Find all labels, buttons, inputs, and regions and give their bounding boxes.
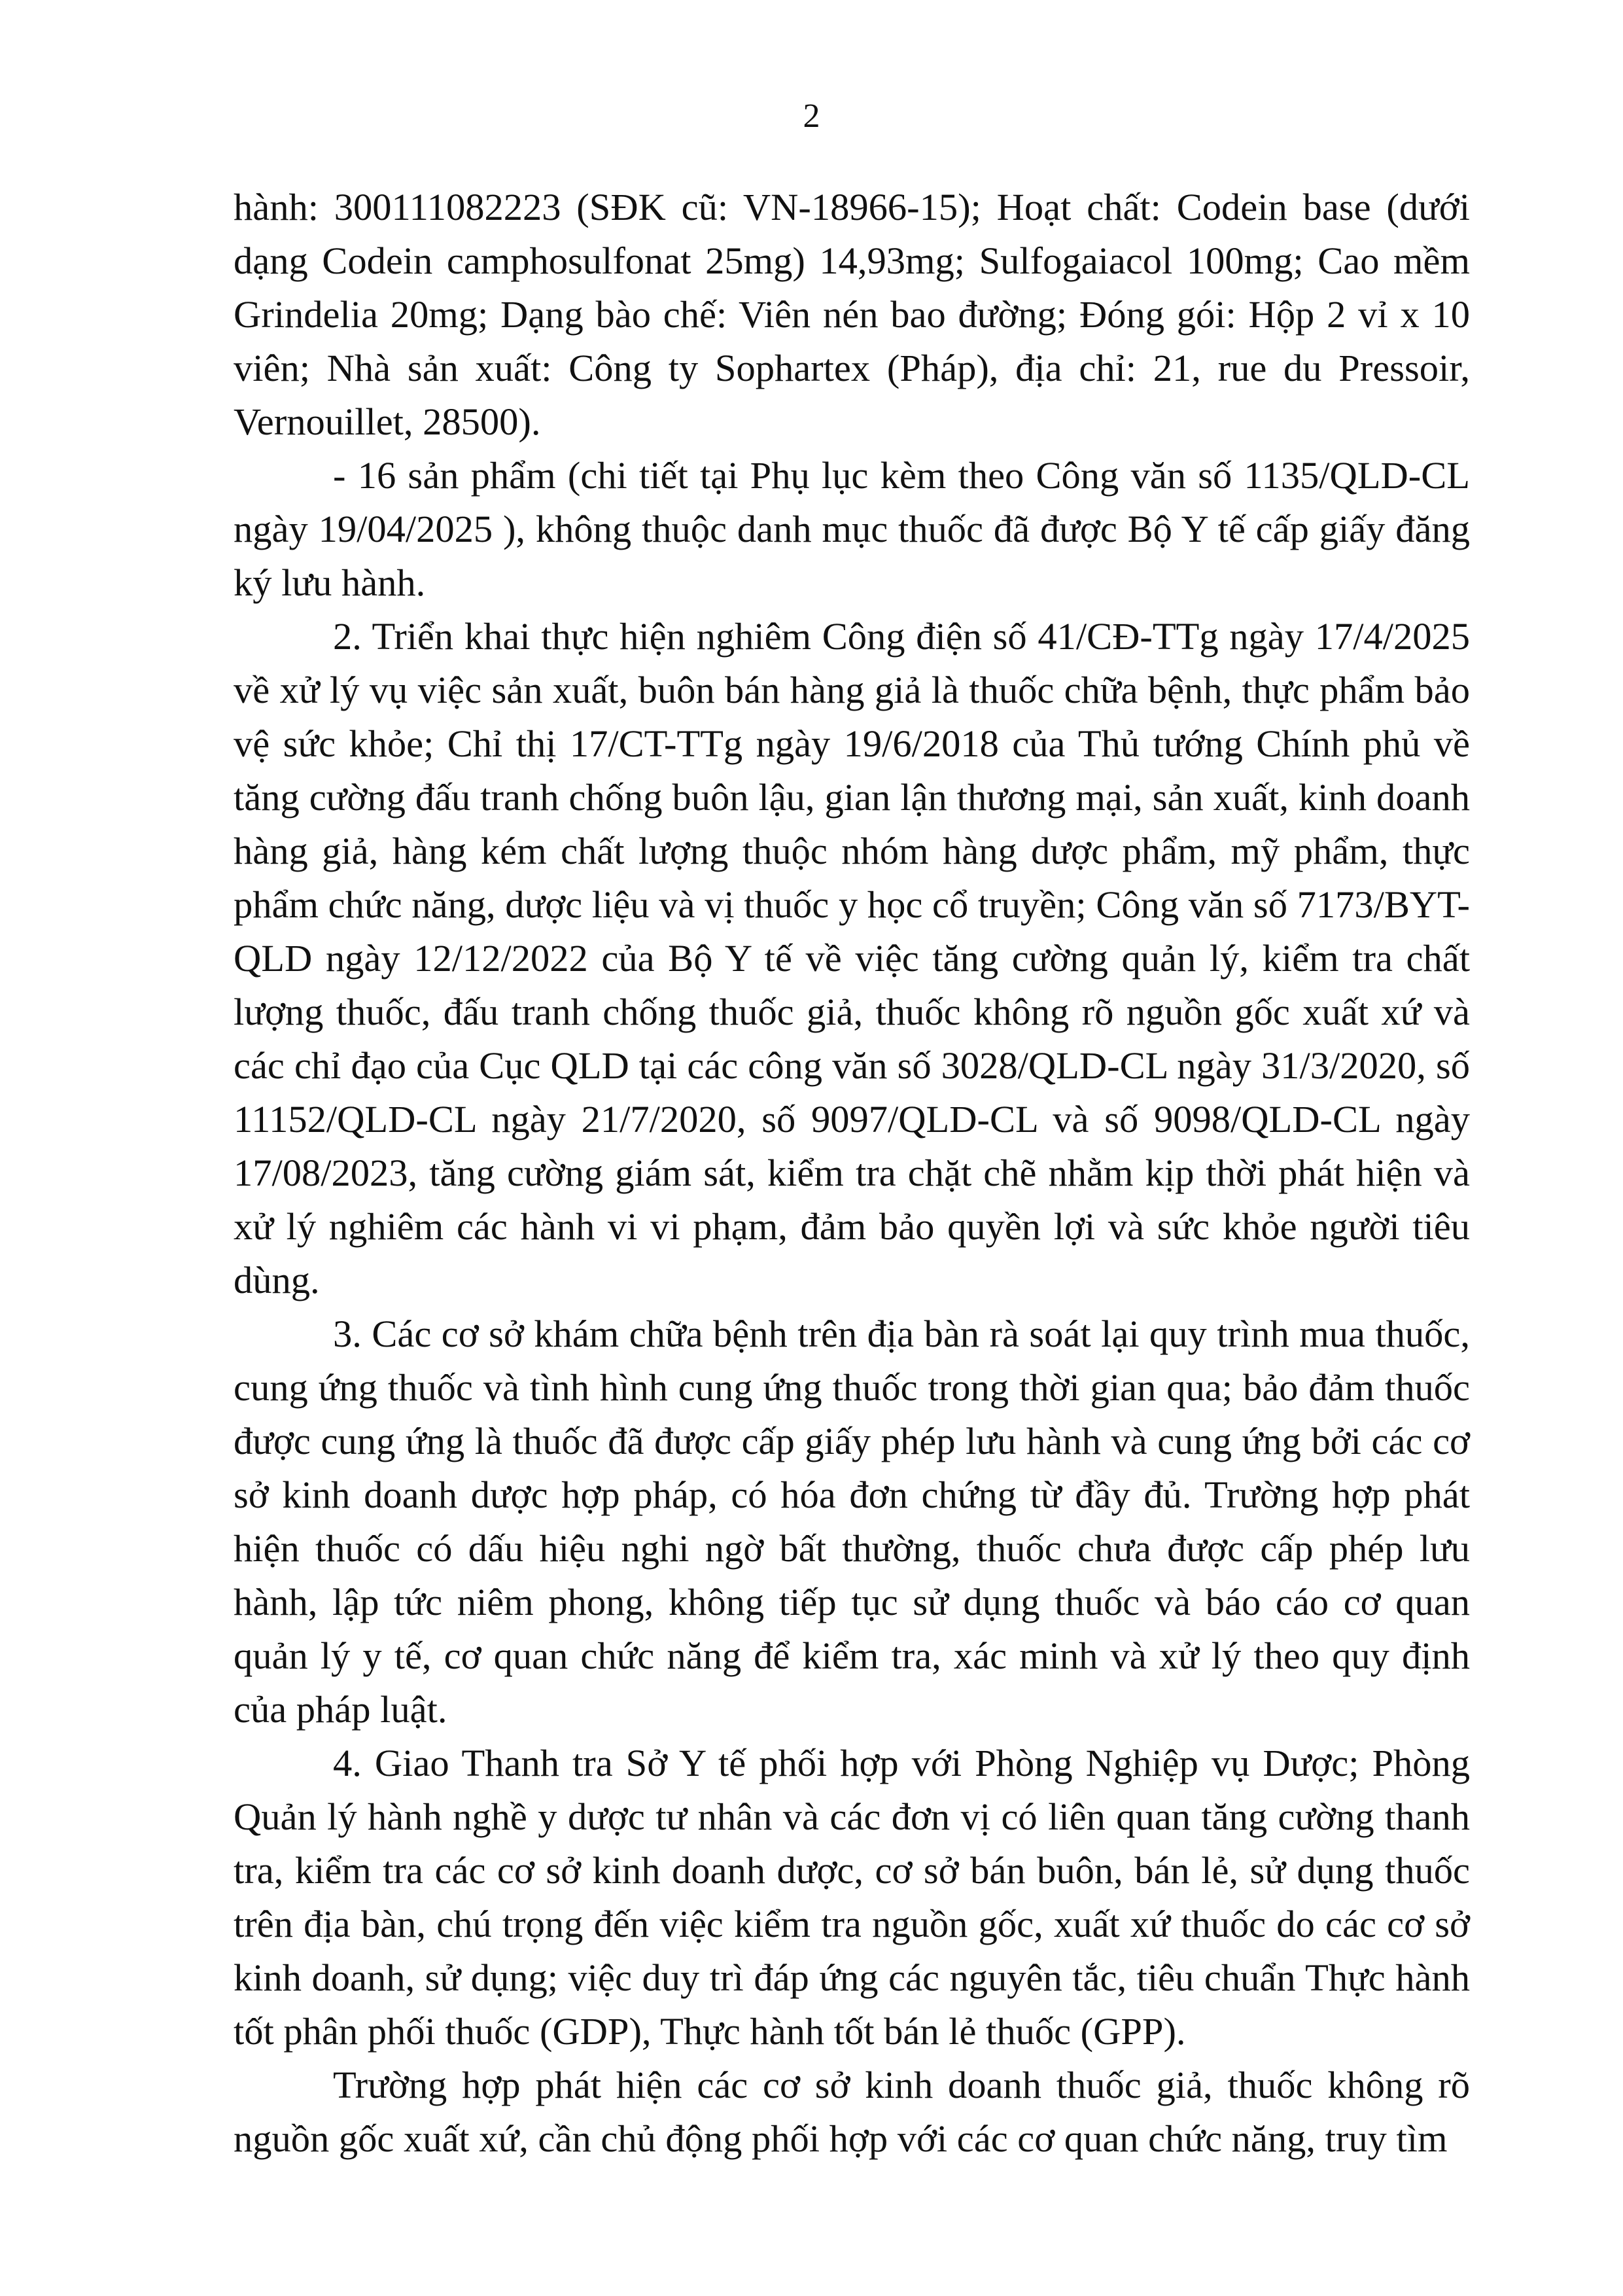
paragraph-case-handling: Trường hợp phát hiện các cơ sở kinh doanh thuốc giả, thuốc không rõ nguồn gốc xuất xứ, cần chủ động phối hợp với các cơ quan chức năng, truy tìm <box>234 2064 1470 2160</box>
page-number: 2 <box>803 97 820 135</box>
document-body <box>234 181 1470 2166</box>
paragraph-item-4: 4. Giao Thanh tra Sở Y tế phối hợp với Phòng Nghiệp vụ Dược; Phòng Quản lý hành nghề y dược tư nhân và các đơn vị có liên quan tăng cường thanh tra, kiểm tra các cơ sở kinh doanh dược, cơ sở bán buôn, bán lẻ, sử dụng thuốc trên địa bàn, chú trọng đến việc kiểm tra nguồn gốc, xuất xứ thuốc do các cơ sở kinh doanh, sử dụng; việc duy trì đáp ứng các nguyên tắc, tiêu chuẩn Thực hành tốt phân phối thuốc (GDP), Thực hành tốt bán lẻ thuốc (GPP). <box>234 1742 1470 2053</box>
paragraph-item-2: 2. Triển khai thực hiện nghiêm Công điện số 41/CĐ-TTg ngày 17/4/2025 về xử lý vụ việc sản xuất, buôn bán hàng giả là thuốc chữa bệnh, thực phẩm bảo vệ sức khỏe; Chỉ thị 17/CT-TTg ngày 19/6/2018 của Thủ tướng Chính phủ về tăng cường đấu tranh chống buôn lậu, gian lận thương mại, sản xuất, kinh doanh hàng giả, hàng kém chất lượng thuộc nhóm hàng dược phẩm, mỹ phẩm, thực phẩm chức năng, dược liệu và vị thuốc y học cổ truyền; Công văn số 7173/BYT-QLD ngày 12/12/2022 của Bộ Y tế về việc tăng cường quản lý, kiểm tra chất lượng thuốc, đấu tranh chống thuốc giả, thuốc không rõ nguồn gốc xuất xứ và các chỉ đạo của Cục QLD tại các công văn số 3028/QLD-CL ngày 31/3/2020, số 11152/QLD-CL ngày 21/7/2020, số 9097/QLD-CL và số 9098/QLD-CL ngày 17/08/2023, tăng cường giám sát, kiểm tra chặt chẽ nhằm kịp thời phát hiện và xử lý nghiêm các hành vi vi phạm, đảm bảo quyền lợi và sức khỏe người tiêu dùng. <box>234 615 1470 1301</box>
paragraph-16-products: - 16 sản phẩm (chi tiết tại Phụ lục kèm theo Công văn số 1135/QLD-CL ngày 19/04/2025 ), không thuộc danh mục thuốc đã được Bộ Y tế cấp giấy đăng ký lưu hành. <box>234 454 1470 604</box>
paragraph-item-3: 3. Các cơ sở khám chữa bệnh trên địa bàn rà soát lại quy trình mua thuốc, cung ứng thuốc và tình hình cung ứng thuốc trong thời gian qua; bảo đảm thuốc được cung ứng là thuốc đã được cấp giấy phép lưu hành và cung ứng bởi các cơ sở kinh doanh dược hợp pháp, có hóa đơn chứng từ đầy đủ. Trường hợp phát hiện thuốc có dấu hiệu nghi ngờ bất thường, thuốc chưa được cấp phép lưu hành, lập tức niêm phong, không tiếp tục sử dụng thuốc và báo cáo cơ quan quản lý y tế, cơ quan chức năng để kiểm tra, xác minh và xử lý theo quy định của pháp luật. <box>234 1313 1470 1731</box>
paragraph-product-details-continued: hành: 300111082223 (SĐK cũ: VN-18966-15); Hoạt chất: Codein base (dưới dạng Codein camphosulfonat 25mg) 14,93mg; Sulfogaiacol 100mg; Cao mềm Grindelia 20mg; Dạng bào chế: Viên nén bao đường; Đóng gói: Hộp 2 vỉ x 10 viên; Nhà sản xuất: Công ty Sophartex (Pháp), địa chỉ: 21, rue du Pressoir, Vernouillet, 28500). <box>234 186 1470 443</box>
